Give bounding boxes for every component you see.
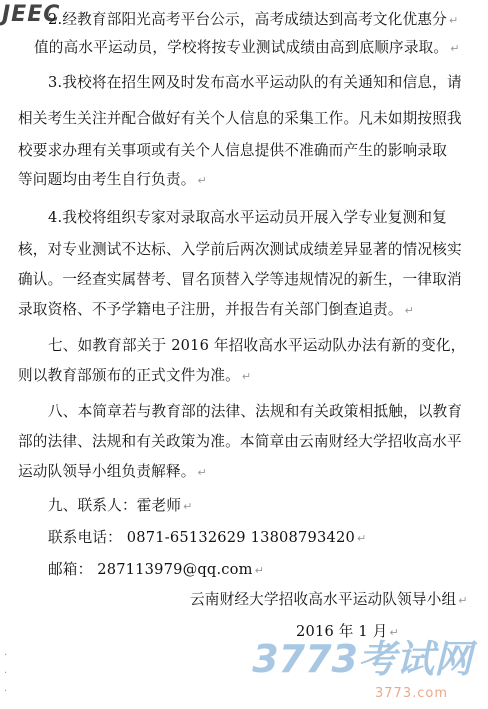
empty-line-mark: · [4,686,8,697]
text-line-1 [48,10,458,31]
contact-email [48,560,264,581]
paragraph-mark: ↵ [389,626,399,639]
paragraph-mark: ↵ [254,564,265,577]
paragraph-mark: ↵ [356,532,367,545]
text-line-15 [18,462,207,483]
line-text: 部的法律、法规和有关政策为准。本简章由云南财经大学招收高水平 [18,433,462,450]
paragraph-mark: ↵ [197,466,207,479]
contact-person [48,496,193,517]
text-line-11 [48,336,465,356]
watermark-logo-top: JEEC [2,2,61,27]
line-text: 运动队领导小组负责解释。 [18,463,196,480]
line-text: 3.我校将在招生网及时发布高水平运动队的有关通知和信息，请 [48,74,462,91]
text-line-8 [18,240,462,260]
paragraph-mark: ↵ [458,594,468,607]
paragraph-mark: ↵ [241,370,252,383]
paragraph-mark: ↵ [183,500,193,513]
empty-line-mark: · [4,650,8,661]
paragraph-mark: ↵ [448,14,459,27]
text-line-7 [48,208,447,228]
line-text: 值的高水平运动员，学校将按专业测试成绩由高到底顺序录取。 [34,39,449,56]
line-text: 相关考生关注并配合做好有关个人信息的采集工作。凡未如期按照我 [18,110,462,127]
text-line-3 [48,73,462,93]
text-line-6 [18,170,207,191]
empty-line-mark: · [4,668,8,679]
line-text: 2.经教育部阳光高考平台公示，高考成绩达到高考文化优惠分 [48,11,447,28]
line-text: 确认。一经查实属替考、冒名顶替入学等违规情况的新生，一律取消 [18,271,462,288]
text-line-5 [18,141,447,161]
paragraph-mark: ↵ [404,304,415,317]
text-line-13 [48,402,462,422]
line-text: 4.我校将组织专家对录取高水平运动员开展入学专业复测和复 [48,209,447,226]
text-line-12 [18,366,251,387]
line-text: 云南财经大学招收高水平运动队领导小组 [190,591,457,608]
text-line-14 [18,432,462,452]
line-text: 等问题均由考生自行负责。 [18,171,196,188]
line-text: 录取资格、不予学籍电子注册，并报告有关部门倒查追责。 [18,301,403,318]
line-text: 邮箱： 287113979@qq.com [48,561,253,578]
watermark-site-logo: 3773考试网 [252,637,472,681]
line-text: 2016 年 1 月 [296,623,388,640]
signature-org [190,590,468,611]
line-text: 九、联系人：霍老师 [48,497,182,514]
line-text: 八、本简章若与教育部的法律、法规和有关政策相抵触，以教育 [48,403,463,420]
contact-phone [48,528,366,549]
text-line-2 [34,38,460,59]
paragraph-mark: ↵ [450,42,460,55]
line-text: 联系电话： 0871-65132629 13808793420 [48,529,355,546]
text-line-9 [18,270,462,290]
line-text: 七、如教育部关于 2016 年招收高水平运动队办法有新的变化， [48,337,466,354]
line-text: 则以教育部颁布的正式文件为准。 [18,367,240,384]
line-text: 校要求办理有关事项或有关个人信息提供不准确而产生的影响录取 [18,142,448,159]
watermark-site-url: 3773.com [375,686,448,701]
text-line-10 [18,300,414,321]
line-text: 核，对专业测试不达标、入学前后两次测试成绩差异显著的情况核实 [18,241,462,258]
text-line-4 [18,109,462,129]
paragraph-mark: ↵ [197,174,207,187]
